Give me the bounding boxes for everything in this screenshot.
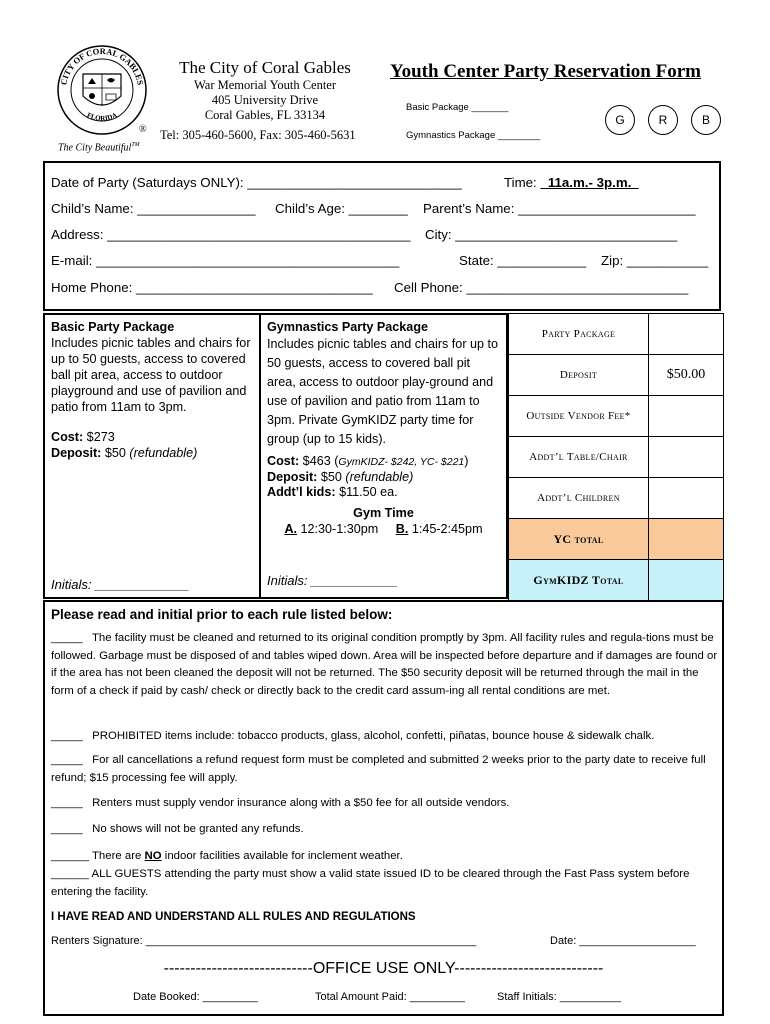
total-amount-paid-field[interactable]: Total Amount Paid: _________ — [315, 991, 465, 1003]
gym-initials-field[interactable]: Initials: ____________ — [267, 573, 398, 588]
gym-package-heading: Gymnastics Party Package — [267, 320, 429, 334]
renters-signature-field[interactable]: Renters Signature: ______________________________________________________ — [51, 935, 477, 947]
home-phone-field[interactable]: Home Phone: ________________________________ — [51, 280, 373, 295]
street-address: 405 University Drive — [211, 93, 319, 107]
gymkidz-total-row — [509, 560, 724, 601]
gymnastics-package-field[interactable]: Gymnastics Package ________ — [406, 130, 541, 141]
office-use-only-divider: ----------------------------OFFICE USE ONLY---------------------------- — [163, 960, 604, 977]
phone-fax: Tel: 305-460-5600, Fax: 305-460-5631 — [160, 128, 356, 142]
fee-label: GymKIDZ Total — [509, 560, 649, 601]
fee-label: Party Package — [509, 314, 649, 355]
fee-row — [509, 314, 724, 355]
fee-value-field[interactable] — [648, 519, 723, 560]
package-circle-b[interactable]: B — [691, 105, 721, 135]
rule-inclement-weather: ______ There are NO indoor facilities available for inclement weather. — [51, 850, 403, 862]
time-field: Time: 11a.m.- 3p.m. — [504, 175, 639, 190]
basic-package-field[interactable]: Basic Package _______ — [406, 102, 509, 113]
city-beautiful-tagline: The City Beautiful™ — [58, 142, 140, 154]
read-understand-statement: I HAVE READ AND UNDERSTAND ALL RULES AND REGULATIONS — [51, 911, 416, 923]
fee-label: Outside Vendor Fee* — [509, 396, 649, 437]
child-age-field[interactable]: Child’s Age: ________ — [275, 201, 408, 216]
basic-initials-field[interactable]: Initials: _____________ — [51, 577, 190, 592]
fee-label: Addt’l Table/Chair — [509, 437, 649, 478]
gym-addtl-kids: Addt’l kids: $11.50 ea. — [267, 485, 398, 499]
parent-name-field[interactable]: Parent’s Name: ________________________ — [423, 201, 696, 216]
signature-date-field[interactable]: Date: ___________________ — [550, 935, 696, 947]
city-field[interactable]: City: ______________________________ — [425, 227, 678, 242]
registered-mark: ® — [139, 124, 147, 135]
svg-text:CITY OF CORAL GABLES: CITY OF CORAL GABLES — [58, 45, 146, 86]
basic-package-box — [43, 313, 261, 599]
city-seal-logo — [56, 44, 148, 136]
rule-no-shows: _____ No shows will not be granted any refunds. — [51, 823, 304, 835]
fee-value-field[interactable]: $50.00 — [648, 355, 723, 396]
gym-time-option-b[interactable]: B. 1:45-2:45pm — [395, 522, 483, 536]
yc-total-row — [509, 519, 724, 560]
form-title: Youth Center Party Reservation Form — [390, 61, 701, 82]
package-circle-g[interactable]: G — [605, 105, 635, 135]
email-field[interactable]: E-mail: _________________________________________ — [51, 253, 400, 268]
fee-label: Deposit — [509, 355, 649, 396]
rule-vendor-insurance: _____ Renters must supply vendor insurance along with a $50 fee for all outside vendors. — [51, 797, 510, 809]
state-field[interactable]: State: ____________ — [459, 253, 587, 268]
rule-cleaning: _____ The facility must be cleaned and returned to its original condition promptly by 3pm. All facility rules and regula-tions must be followed. Garbage must be disposed of and tables wiped down. Area will be inspected before departure and if damages are found or if the area has not been cleaned the deposit will not be returned. The $50 security deposit will be returned through the mail in the form of a check if paid by cash/ check or directly back to the credit card assum-ing all rental conditions are met. — [51, 632, 721, 697]
city-address-block — [160, 58, 370, 123]
rules-heading: Please read and initial prior to each rule listed below: — [51, 607, 393, 622]
fee-label: YC total — [509, 519, 649, 560]
rules-section — [43, 600, 724, 1016]
gym-time-option-a[interactable]: A. 12:30-1:30pm — [284, 522, 379, 536]
fee-value-field[interactable] — [648, 478, 723, 519]
rule-guest-id: ______ ALL GUESTS attending the party must show a valid state issued ID to be cleared through the Fast Pass system before entering the facility. — [51, 868, 690, 898]
gym-cost: Cost: $463 (GymKIDZ- $242, YC- $221) — [267, 454, 469, 468]
date-booked-field[interactable]: Date Booked: _________ — [133, 991, 258, 1003]
city-title: The City of Coral Gables — [179, 58, 351, 77]
rule-prohibited: _____ PROHIBITED items include: tobacco products, glass, alcohol, confetti, piñatas, bounce house & sidewalk chalk. — [51, 730, 655, 742]
fee-value-field[interactable] — [648, 437, 723, 478]
basic-package-description: Includes picnic tables and chairs for up to 50 guests, access to covered ball pit area, access to outdoor playground and use of pavilion and patio from 11am to 3pm. — [51, 336, 251, 414]
rule-cancellations: _____ For all cancellations a refund request form must be completed and submitted 2 weeks prior to the party date to receive full refund; $15 processing fee will apply. — [51, 754, 709, 784]
fee-value-field[interactable] — [648, 396, 723, 437]
party-info-box — [43, 161, 721, 311]
fee-row — [509, 478, 724, 519]
gym-package-description: Includes picnic tables and chairs for up to 50 guests, access to covered ball pit area, access to outdoor play-ground and use of pavilion and patio from 11am to 3pm. Private GymKIDZ party time for group (up to 15 kids). — [267, 337, 499, 446]
cell-phone-field[interactable]: Cell Phone: ______________________________ — [394, 280, 689, 295]
gym-deposit: Deposit: $50 (refundable) — [267, 470, 414, 484]
fee-table — [508, 313, 724, 601]
gym-time-options — [267, 521, 500, 537]
address-field[interactable]: Address: _________________________________________ — [51, 227, 411, 242]
child-name-field[interactable]: Child’s Name: ________________ — [51, 201, 256, 216]
date-of-party-field[interactable]: Date of Party (Saturdays ONLY): _____________________________ — [51, 175, 462, 190]
center-name: War Memorial Youth Center — [193, 78, 337, 92]
fee-label: Addt’l Children — [509, 478, 649, 519]
staff-initials-field[interactable]: Staff Initials: __________ — [497, 991, 621, 1003]
package-circle-r[interactable]: R — [648, 105, 678, 135]
fee-value-field[interactable] — [648, 314, 723, 355]
svg-text:FLORIDA: FLORIDA — [85, 111, 119, 123]
gymnastics-package-box — [259, 313, 508, 599]
basic-deposit: Deposit: $50 (refundable) — [51, 446, 198, 460]
fee-value-field[interactable] — [648, 560, 723, 601]
fee-row — [509, 437, 724, 478]
fee-row — [509, 396, 724, 437]
basic-package-heading: Basic Party Package — [51, 320, 175, 334]
zip-field[interactable]: Zip: ___________ — [601, 253, 709, 268]
city-state-zip: Coral Gables, FL 33134 — [204, 108, 326, 122]
gym-time-heading: Gym Time — [353, 506, 414, 520]
fee-row — [509, 355, 724, 396]
basic-cost: Cost: $273 — [51, 430, 115, 444]
